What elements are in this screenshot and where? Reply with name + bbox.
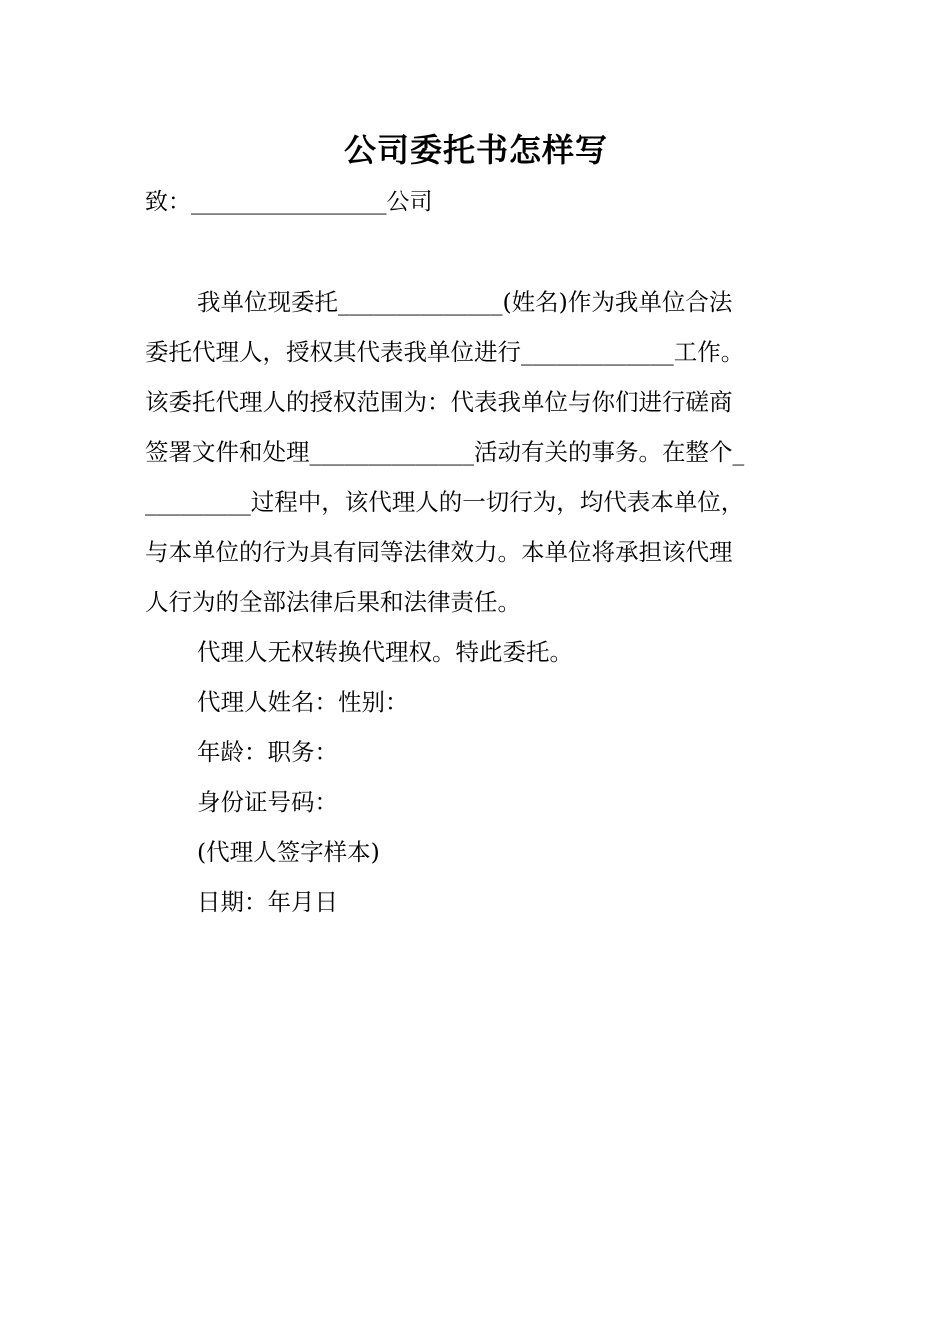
document-title: 公司委托书怎样写 bbox=[343, 131, 608, 169]
field-signature-sample: (代理人签字样本) bbox=[197, 838, 380, 866]
body-line-1: 我单位现委托______________(姓名)作为我单位合法 bbox=[197, 288, 733, 316]
field-agent-name-gender: 代理人姓名：性别： bbox=[197, 688, 409, 716]
body-line-3: 该委托代理人的授权范围为：代表我单位与你们进行磋商 bbox=[145, 388, 733, 416]
addressee-suffix: 公司 bbox=[386, 189, 433, 215]
authorization-paragraph bbox=[145, 277, 807, 627]
body-line-4: 签署文件和处理______________活动有关的事务。在整个_ bbox=[145, 438, 745, 466]
addressee-prefix: 致： bbox=[145, 189, 191, 215]
addressee-line bbox=[145, 177, 807, 227]
field-date: 日期：年月日 bbox=[197, 888, 338, 916]
addressee-blank: _________________ bbox=[191, 189, 387, 215]
body-line-2: 委托代理人，授权其代表我单位进行_____________工作。 bbox=[145, 338, 745, 366]
body-line-7: 人行为的全部法律后果和法律责任。 bbox=[145, 588, 521, 616]
field-age-position: 年龄：职务： bbox=[197, 738, 338, 766]
body-line-6: 与本单位的行为具有同等法律效力。本单位将承担该代理 bbox=[145, 538, 733, 566]
closing-statement: 代理人无权转换代理权。特此委托。 bbox=[197, 638, 573, 666]
body-line-5: _________过程中，该代理人的一切行为，均代表本单位， bbox=[145, 488, 745, 516]
field-id-number: 身份证号码： bbox=[197, 788, 338, 816]
